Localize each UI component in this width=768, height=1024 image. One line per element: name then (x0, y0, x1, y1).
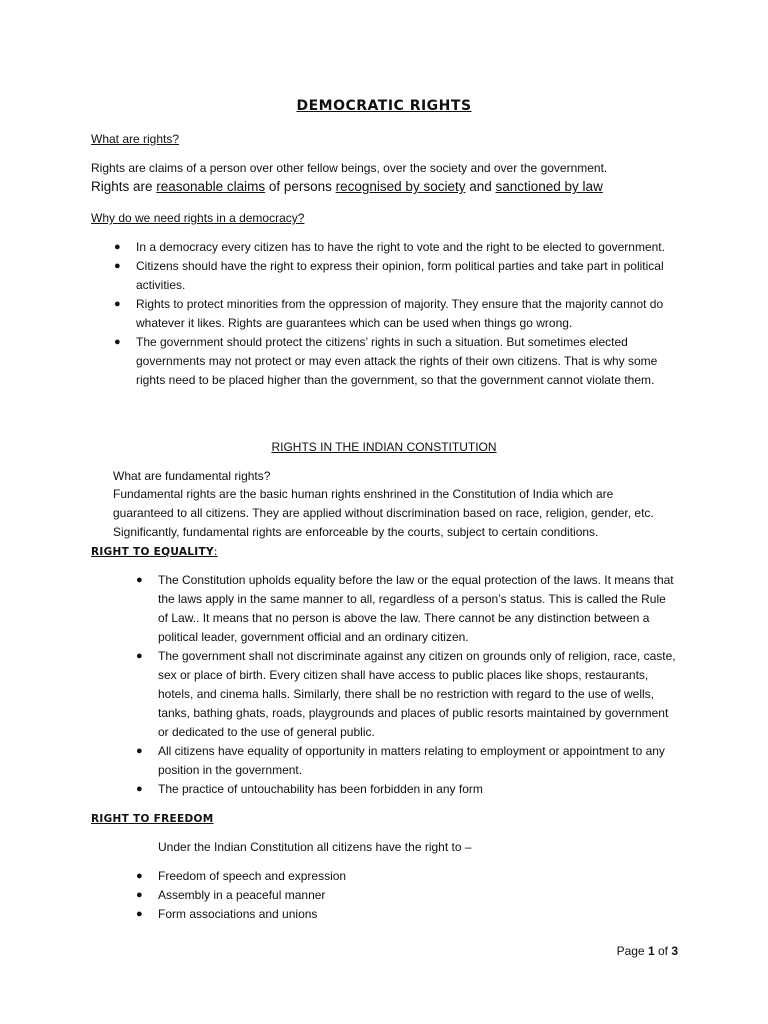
bullet-icon: ● (136, 650, 143, 662)
bullet-icon: ● (136, 745, 143, 757)
bullet-icon: ● (114, 241, 121, 253)
list-item: ● Rights to protect minorities from the oppression of majority. They ensure that the majority cannot do whatever it likes. Rights are guarantees which can be used when things go wrong. (114, 297, 664, 330)
list-item: ● Assembly in a peaceful manner (158, 886, 658, 905)
equality-list (136, 571, 678, 799)
list-item: ● All citizens have equality of opportunity in matters relating to employment or appointment to any position in the government. (136, 744, 665, 777)
question-fundamental-rights: What are fundamental rights? (113, 469, 271, 483)
page-title: DEMOCRATIC RIGHTS (296, 98, 472, 114)
rights-summary-c: of persons (265, 179, 336, 194)
bullet-icon: ● (136, 783, 143, 795)
question-why-need-rights: Why do we need rights in a democracy? (91, 211, 305, 225)
fundamental-rights-definition: Fundamental rights are the basic human rights enshrined in the Constitution of India which are guaranteed to all citizens. They are applied without discrimination based on race, religion, gender, etc. Significantly, fundamental rights are enforceable by the courts, subject to certain conditions. (113, 487, 654, 539)
right-to-freedom-heading: RIGHT TO FREEDOM (91, 813, 214, 825)
list-item: ● In a democracy every citizen has to have the right to vote and the right to be elected to government. (136, 238, 671, 257)
list-item: ● Citizens should have the right to express their opinion, form political parties and take part in political activities. (114, 259, 664, 292)
freedom-intro: Under the Indian Constitution all citizens have the right to – (158, 840, 472, 854)
bullet-icon: ● (136, 889, 143, 901)
freedom-list (136, 867, 658, 924)
list-item: ● The practice of untouchability has been forbidden in any form (158, 780, 678, 799)
sanctioned-by-law: sanctioned by law (495, 179, 603, 194)
bullet-icon: ● (136, 870, 143, 882)
question-what-are-rights: What are rights? (91, 132, 180, 146)
recognised-by-society: recognised by society (335, 179, 466, 194)
list-item: ● Form associations and unions (158, 905, 658, 924)
bullet-icon: ● (114, 260, 121, 272)
page-number: Page 1 of 3 (616, 944, 678, 958)
bullet-icon: ● (114, 336, 121, 348)
reasonable-claims: reasonable claims (156, 179, 266, 194)
list-item: ● Freedom of speech and expression (158, 867, 658, 886)
list-item: ● The Constitution upholds equality before the law or the equal protection of the laws. It means that the laws apply in the same manner to all, regardless of a person’s status. This is called the Rule of Law.. It means that no person is above the law. There cannot be any distinction between a political leader, government official and an ordinary citizen. (136, 573, 674, 644)
bullet-icon: ● (136, 908, 143, 920)
list-item: ● The government should protect the citizens’ rights in such a situation. But sometimes elected governments may not protect or may even attack the rights of their own citizens. That is why some rights need to be placed higher than the government, so that the government cannot violate them. (114, 335, 658, 387)
right-to-equality-heading: RIGHT TO EQUALITY: (91, 546, 218, 558)
bullet-icon: ● (136, 574, 143, 586)
section-heading: RIGHTS IN THE INDIAN CONSTITUTION (271, 440, 497, 454)
rights-definition: Rights are claims of a person over other fellow beings, over the society and over the government. (91, 161, 608, 175)
list-item: ● The government shall not discriminate against any citizen on grounds only of religion, race, caste, sex or place of birth. Every citizen shall have access to public places like shops, restaurants, hotels, and cinema halls. Similarly, there shall be no restriction with regard to the use of wells, tanks, bathing ghats, roads, playgrounds and places of public resorts maintained by government or dedicated to the use of general public. (136, 649, 676, 739)
rights-summary-a: Rights are (91, 179, 157, 194)
rights-summary-e: and (465, 179, 496, 194)
bullet-icon: ● (114, 298, 121, 310)
need-rights-list (114, 238, 671, 390)
rights-summary (91, 177, 711, 197)
